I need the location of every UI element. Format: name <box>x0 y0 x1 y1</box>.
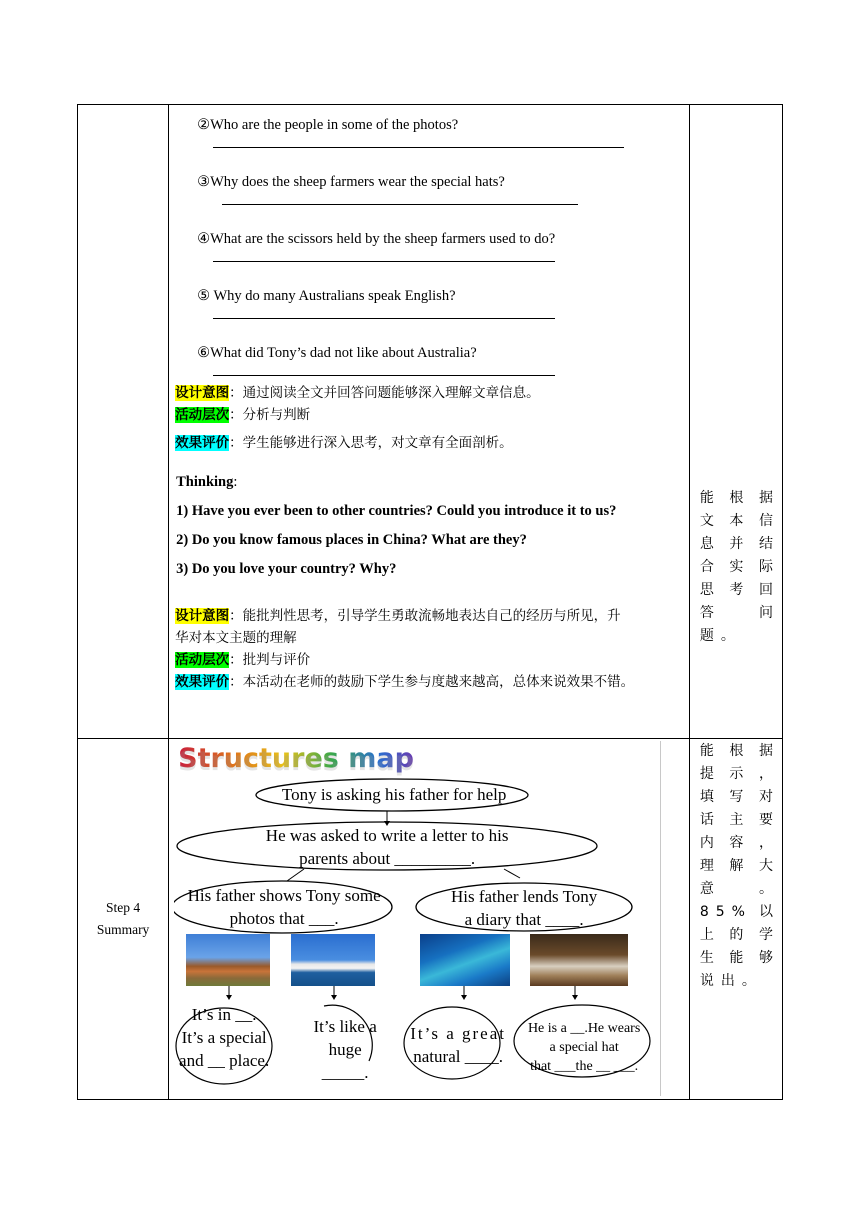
activity-level-label: 活动层次 <box>175 652 230 668</box>
step-title: Summary <box>96 922 150 937</box>
activity-level-1 <box>175 404 689 426</box>
design-intent-2 <box>175 605 689 627</box>
map-left-line-2: photos that ___. <box>229 909 339 928</box>
effect-eval-1 <box>175 432 689 454</box>
thinking-label: Thinking <box>176 474 234 490</box>
thinking-heading <box>176 468 689 497</box>
table-row <box>78 739 783 1100</box>
side-note-2: 能根据提示，填写对话主要内容，理解大意。85%以上的学生能够说出。 <box>699 743 780 989</box>
step-cell-empty <box>78 105 169 739</box>
bottom-node-1-line-3: and __ place. <box>179 1051 270 1070</box>
design-intent-label: 设计意图 <box>175 385 230 401</box>
bottom-node-3-line-2: natural ____. <box>413 1047 503 1066</box>
activity-level-2 <box>175 649 689 671</box>
design-intent-2-cont: 华对本文主题的理解 <box>175 630 297 646</box>
side-note-1: 能根据文本信息并结合实际思考回答问题。 <box>699 490 780 644</box>
table-row <box>78 105 783 739</box>
bottom-node-3-line-1: It’s a great <box>410 1024 506 1043</box>
sydney-opera-house-photo <box>291 934 375 986</box>
great-barrier-reef-photo <box>420 934 510 986</box>
question-2: ②Who are the people in some of the photos? <box>197 117 459 133</box>
answer-line <box>213 375 555 376</box>
design-intent-label: 设计意图 <box>175 608 230 624</box>
effect-eval-label: 效果评价 <box>175 435 230 451</box>
step-cell <box>78 739 169 1100</box>
thinking-item-2: 2) Do you know famous places in China? What are they? <box>176 532 527 548</box>
map-right-line-2: a diary that ____. <box>464 910 584 929</box>
activity-level-text: ：分析与判断 <box>229 407 311 423</box>
question-5: ⑤ Why do many Australians speak English? <box>197 288 456 304</box>
map-second-line-2: parents about _________. <box>299 849 476 868</box>
bottom-node-1-line-1: It’s in __. <box>191 1005 257 1024</box>
question-3: ③Why does the sheep farmers wear the special hats? <box>197 174 505 190</box>
activity-level-text: ：批判与评价 <box>229 652 311 668</box>
bottom-node-2-line-3: _____. <box>321 1063 369 1082</box>
map-left-line-1: His father shows Tony some <box>187 886 381 905</box>
map-second-line-1: He was asked to write a letter to his <box>265 826 509 845</box>
step-number: Step 4 <box>105 900 141 915</box>
map-top-node: Tony is asking his father for help <box>281 785 507 804</box>
activity-level-label: 活动层次 <box>175 407 230 423</box>
thinking-item-1: 1) Have you ever been to other countries? Could you introduce it to us? <box>176 503 617 519</box>
thinking-colon: : <box>233 474 238 490</box>
note-cell <box>689 105 782 739</box>
effect-eval-2 <box>175 671 689 693</box>
uluru-photo <box>186 934 270 986</box>
effect-eval-text: ：学生能够进行深入思考，对文章有全面剖析。 <box>229 435 513 451</box>
bottom-node-4-line-1: He is a __.He wears <box>527 1021 641 1036</box>
design-intent-1 <box>175 382 689 404</box>
bottom-node-4-line-2: a special hat <box>549 1040 619 1055</box>
bottom-node-1-line-2: It’s a special <box>181 1028 267 1047</box>
content-cell <box>169 739 690 1100</box>
design-intent-text: ：能批判性思考，引导学生勇敢流畅地表达自己的经历与所见，升 <box>229 608 621 624</box>
map-title: Structures map <box>178 743 414 774</box>
note-cell <box>689 739 782 1100</box>
question-4: ④What are the scissors held by the sheep farmers used to do? <box>197 231 556 247</box>
sheep-farmer-photo <box>530 934 628 986</box>
structures-map <box>174 741 661 1096</box>
effect-eval-text: ：本活动在老师的鼓励下学生参与度越来越高，总体来说效果不错。 <box>229 674 635 690</box>
map-right-line-1: His father lends Tony <box>450 887 598 906</box>
content-cell <box>169 105 690 739</box>
design-intent-text: ：通过阅读全文并回答问题能够深入理解文章信息。 <box>229 385 540 401</box>
bottom-node-4-line-3: that ___the __ ___. <box>530 1059 639 1074</box>
thinking-item-3: 3) Do you love your country? Why? <box>176 561 397 577</box>
lesson-table <box>77 104 783 1100</box>
effect-eval-label: 效果评价 <box>175 674 230 690</box>
bottom-node-2-line-2: huge <box>328 1040 362 1059</box>
question-6: ⑥What did Tony’s dad not like about Australia? <box>197 345 477 361</box>
bottom-node-2-line-1: It’s like a <box>313 1017 377 1036</box>
